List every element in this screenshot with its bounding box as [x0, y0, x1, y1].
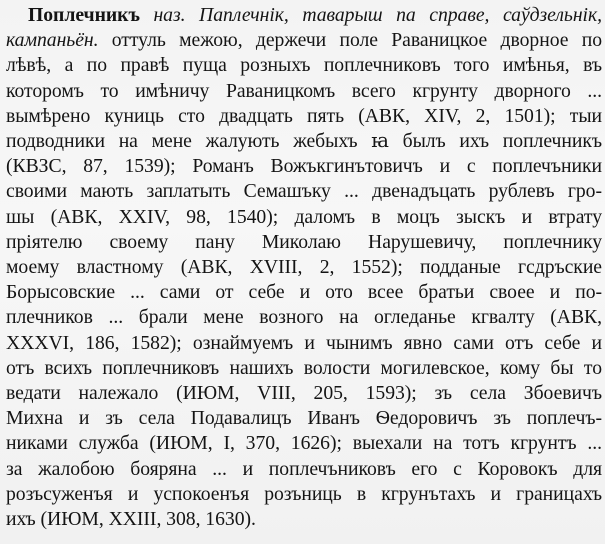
headword: Поплечникъ — [28, 4, 140, 26]
entry-line — [6, 431, 602, 456]
gloss: кампаньён. — [6, 29, 99, 52]
entry-text: своими мають заплатыть Семашъку ... двенадъцать рублевъ гро- — [6, 180, 602, 203]
entry-text: ведати належало (ИЮМ, VIII, 205, 1593); зъ села Збоевичъ — [6, 382, 602, 405]
entry-line — [6, 356, 602, 381]
entry-line — [6, 507, 602, 532]
entry-text: (КВЗС, 87, 1539); Романъ Вожъкгинътовичъ и с поплечъники — [6, 155, 602, 178]
entry-text: плечников ... брали мене возного на огледанье кгвалту (АВК, — [6, 306, 602, 329]
entry-text: пріятелю своему пану Миколаю Нарушевичу, поплечнику — [6, 230, 602, 253]
entry-line — [6, 154, 602, 179]
entry-line — [6, 381, 602, 406]
entry-line — [6, 53, 602, 78]
entry-line — [6, 179, 602, 204]
entry-text: никами служба (ИЮМ, I, 370, 1626); выехали на тотъ кгрунтъ ... — [6, 432, 602, 455]
entry-text: лѣвѣ, а по правѣ пуща розныхъ поплечниковъ того имѣнья, въ — [6, 54, 602, 77]
entry-text: XXXVI, 186, 1582); ознаймуемъ и чынимъ явно сами отъ себе и — [6, 331, 602, 354]
entry-text: Михна и зъ села Подавалицъ Иванъ Ѳедоровичъ зъ поплечъ- — [6, 407, 602, 430]
entry-line — [6, 129, 602, 154]
entry-text: ихъ (ИЮМ, XXIII, 308, 1630). — [6, 508, 256, 531]
entry-text: которомъ то имѣничу Раваницкомъ всего кгрунту дворного ... — [6, 79, 602, 102]
entry-text: оттуль межою, держечи поле Раваницкое дворное по — [98, 29, 602, 52]
entry-line — [6, 457, 602, 482]
entry-line — [6, 305, 602, 330]
entry-line — [6, 406, 602, 431]
entry-text: отъ всихъ поплечниковъ нашихъ волости могилевское, кому бы то — [6, 356, 602, 379]
entry-text: вымѣрено куниць сто двадцать пять (АВК, XIV, 2, 1501); тыи — [6, 104, 602, 127]
entry-line — [6, 280, 602, 305]
entry-line — [6, 28, 602, 53]
entry-text — [140, 4, 154, 26]
entry-line — [6, 205, 602, 230]
dictionary-entry — [6, 3, 602, 532]
entry-text: подводники на мене жалують жебыхъ ꙗ былъ ихъ поплечникъ — [6, 130, 602, 153]
entry-text: за жалобою бояряна ... и поплечъниковъ его с Коровокъ для — [6, 457, 602, 480]
entry-line — [6, 79, 602, 104]
entry-text: розъсуженъя и успокоенъя розъниць в кгрунътахъ и границахъ — [6, 482, 602, 505]
entry-text: Борысовские ... сами от себе и ото всее братьи своее и по- — [6, 281, 602, 304]
entry-line — [6, 3, 602, 28]
entry-text: моему властному (АВК, XVIII, 2, 1552); подданые гсдръские — [6, 256, 602, 279]
entry-line — [6, 255, 602, 280]
gloss: Паплечнік, таварыш па справе, саўдзельнік, — [185, 4, 602, 26]
entry-line — [6, 482, 602, 507]
entry-line — [6, 104, 602, 129]
entry-text: шы (АВК, XXIV, 98, 1540); даломъ в моцъ зыскъ и втрату — [6, 205, 602, 228]
part-of-speech: наз. — [153, 4, 186, 26]
entry-line — [6, 331, 602, 356]
entry-line — [6, 230, 602, 255]
